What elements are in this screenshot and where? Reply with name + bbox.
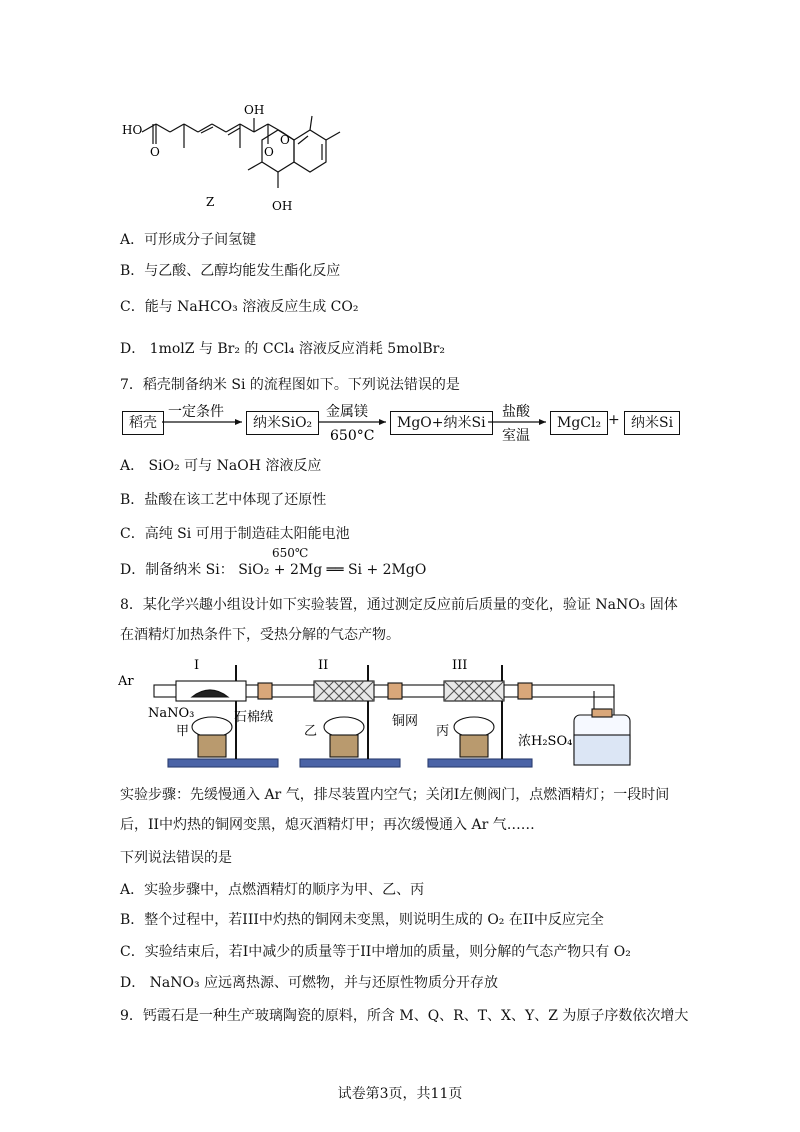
- o-label-3: O: [280, 133, 290, 147]
- structure-z: [118, 100, 358, 218]
- experiment-apparatus: [118, 655, 638, 771]
- o-label-1: O: [150, 145, 160, 159]
- burner-yi-label: 乙: [304, 724, 318, 739]
- arrow2-top: 金属镁: [326, 404, 368, 420]
- q7-option-d: D．制备纳米 Si： SiO₂ + 2Mg ══ Si + 2MgO: [120, 562, 427, 578]
- q8-option-a: A．实验步骤中，点燃酒精灯的顺序为甲、乙、丙: [120, 882, 425, 898]
- q7-option-b: B．盐酸在该工艺中体现了还原性: [120, 492, 327, 508]
- q8-option-d: D． NaNO₃ 应远离热源、可燃物，并与还原性物质分开存放: [120, 975, 499, 991]
- arrow3-top: 盐酸: [502, 404, 530, 420]
- nano3-label: NaNO₃: [148, 706, 195, 721]
- q8-question: 下列说法错误的是: [120, 850, 232, 866]
- flow-arrow-1: [162, 404, 246, 436]
- flow-box-mgo-si: MgO+纳米Si: [390, 411, 493, 435]
- burner-bing-label: 丙: [436, 724, 450, 739]
- q9-stem: 9．钙霞石是一种生产玻璃陶瓷的原料，所含 M、Q、R、T、X、Y、Z 为原子序数依次增大: [120, 1008, 689, 1024]
- arrow3-bottom: 室温: [502, 428, 530, 444]
- q7-option-a: A． SiO₂ 可与 NaOH 溶液反应: [120, 458, 322, 474]
- asbestos-label: 石棉绒: [234, 710, 274, 725]
- q6-option-c: C．能与 NaHCO₃ 溶液反应生成 CO₂: [120, 299, 359, 315]
- flow-arrow-2: [318, 400, 390, 444]
- q6-option-d: D． 1molZ 与 Br₂ 的 CCl₄ 溶液反应消耗 5molBr₂: [120, 341, 445, 357]
- q8-steps: 实验步骤：先缓慢通入 Ar 气，排尽装置内空气；关闭I左侧阀门，点燃酒精灯；一段时间后，II中灼热的铜网变黑，熄灭酒精灯甲；再次缓慢通入 Ar 气……: [120, 787, 670, 833]
- burner-jia-label: 甲: [176, 724, 190, 739]
- q7-stem: 7．稻壳制备纳米 Si 的流程图如下。下列说法错误的是: [120, 377, 460, 393]
- reaction-condition: 650℃: [272, 546, 309, 560]
- q6-option-a: A．可形成分子间氢键: [120, 232, 257, 248]
- q8-option-b: B．整个过程中，若III中灼热的铜网未变黑，则说明生成的 O₂ 在II中反应完全: [120, 912, 604, 928]
- h2so4-label: 浓H₂SO₄: [518, 734, 573, 749]
- q6-option-b: B．与乙酸、乙醇均能发生酯化反应: [120, 263, 341, 279]
- page-footer: 试卷第3页，共11页: [337, 1086, 463, 1102]
- oh-label-1: OH: [244, 103, 265, 117]
- tube-i-label: I: [194, 658, 200, 673]
- oh-label-2: OH: [272, 199, 293, 213]
- flow-arrow-3: [488, 400, 550, 444]
- arrow2-bottom: 650°C: [330, 428, 375, 444]
- q7-option-c: C．高纯 Si 可用于制造硅太阳能电池: [120, 526, 350, 542]
- arrow1-label: 一定条件: [168, 404, 224, 420]
- ho-label: HO: [122, 123, 143, 137]
- o-label-2: O: [264, 145, 274, 159]
- flow-box-nano-si: 纳米Si: [624, 411, 680, 435]
- q8-stem: 8．某化学兴趣小组设计如下实验装置，通过测定反应前后质量的变化，验证 NaNO₃ 固体在酒精灯加热条件下，受热分解的气态产物。: [120, 597, 678, 643]
- flow-plus: +: [608, 412, 620, 428]
- q8-option-c: C．实验结束后，若I中减少的质量等于II中增加的质量，则分解的气态产物只有 O₂: [120, 944, 631, 960]
- flow-box-rice-husk: 稻壳: [122, 411, 164, 435]
- flow-box-mgcl2: MgCl₂: [550, 411, 608, 435]
- copper-mesh-label: 铜网: [392, 714, 419, 729]
- tube-ii-label: II: [318, 658, 329, 673]
- compound-name: Z: [206, 195, 215, 209]
- flow-box-nano-sio2: 纳米SiO₂: [246, 411, 319, 435]
- ar-label: Ar: [118, 674, 134, 689]
- tube-iii-label: III: [452, 658, 468, 673]
